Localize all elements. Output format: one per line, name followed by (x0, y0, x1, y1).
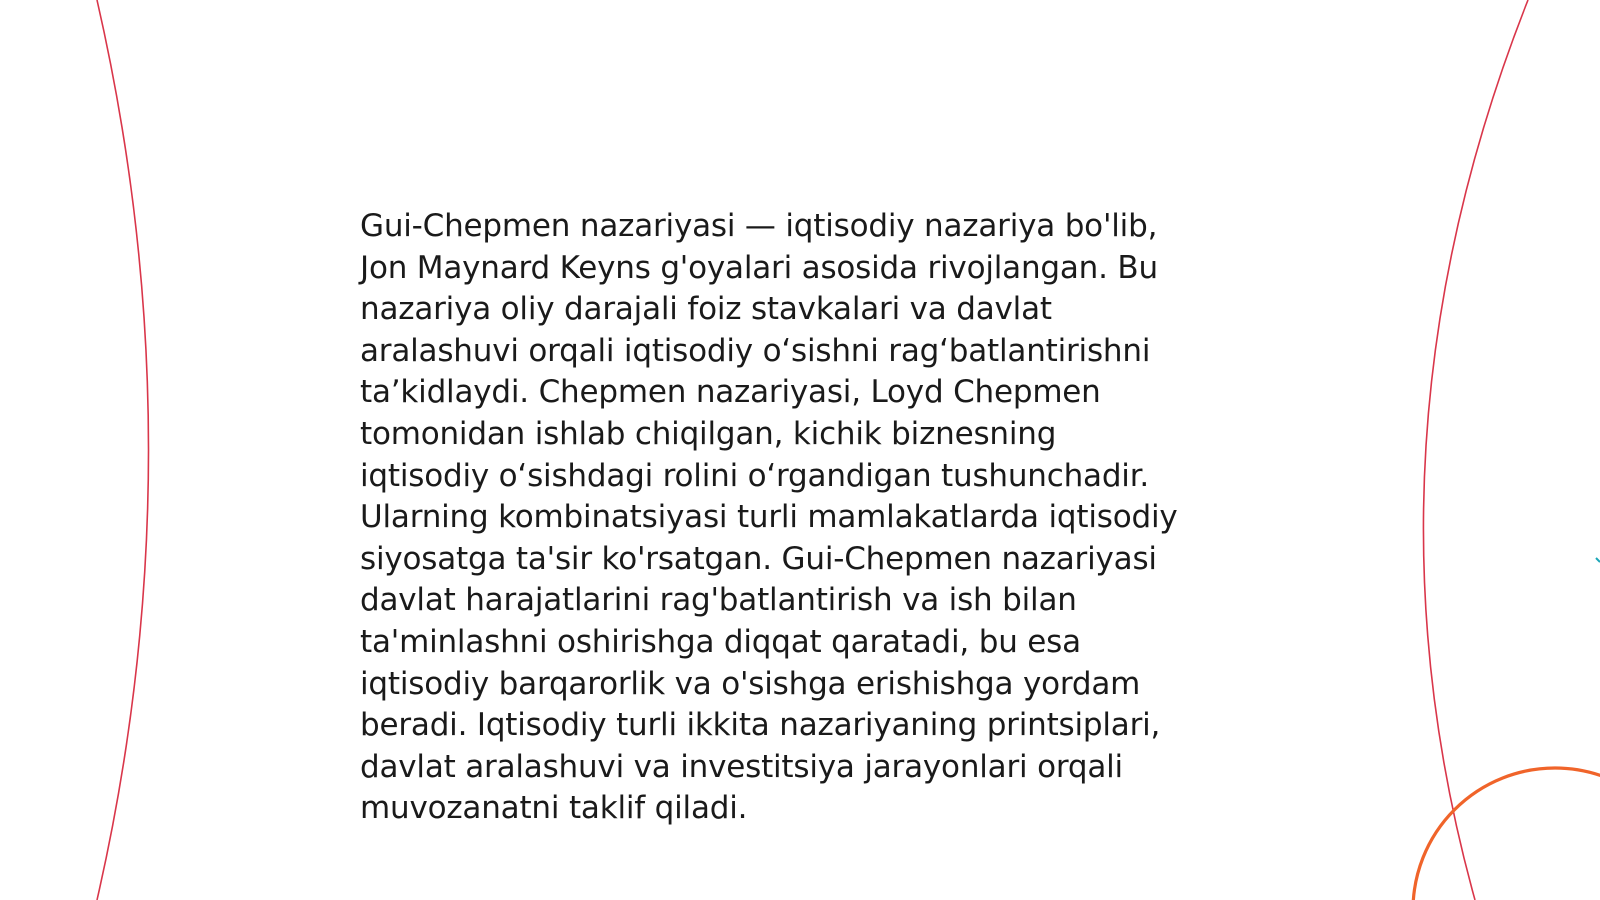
body-paragraph: Gui-Chepmen nazariyasi — iqtisodiy nazariya bo'lib, Jon Maynard Keyns g'oyalari asosida rivojlangan. Bu nazariya oliy darajali foiz stavkalari va davlat aralashuvi orqali iqtisodiy oʻsishni ragʻbatlantirishni taʼkidlaydi. Chepmen nazariyasi, Loyd Chepmen tomonidan ishlab chiqilgan, kichik biznesning iqtisodiy oʻsishdagi rolini oʻrgandigan tushunchadir. Ularning kombinatsiyasi turli mamlakatlarda iqtisodiy siyosatga ta'sir ko'rsatgan. Gui-Chepmen nazariyasi davlat harajatlarini rag'batlantirish va ish bilan ta'minlashni oshirishga diqqat qaratadi, bu esa iqtisodiy barqarorlik va o'sishga erishishga yordam beradi. Iqtisodiy turli ikkita nazariyaning printsiplari, davlat aralashuvi va investitsiya jarayonlari orqali muvozanatni taklif qiladi. (360, 208, 1178, 827)
right-arc-line (1423, 0, 1528, 900)
small-teal-mark (1596, 558, 1600, 562)
left-arc-line (97, 0, 149, 900)
corner-circle (1413, 768, 1600, 900)
